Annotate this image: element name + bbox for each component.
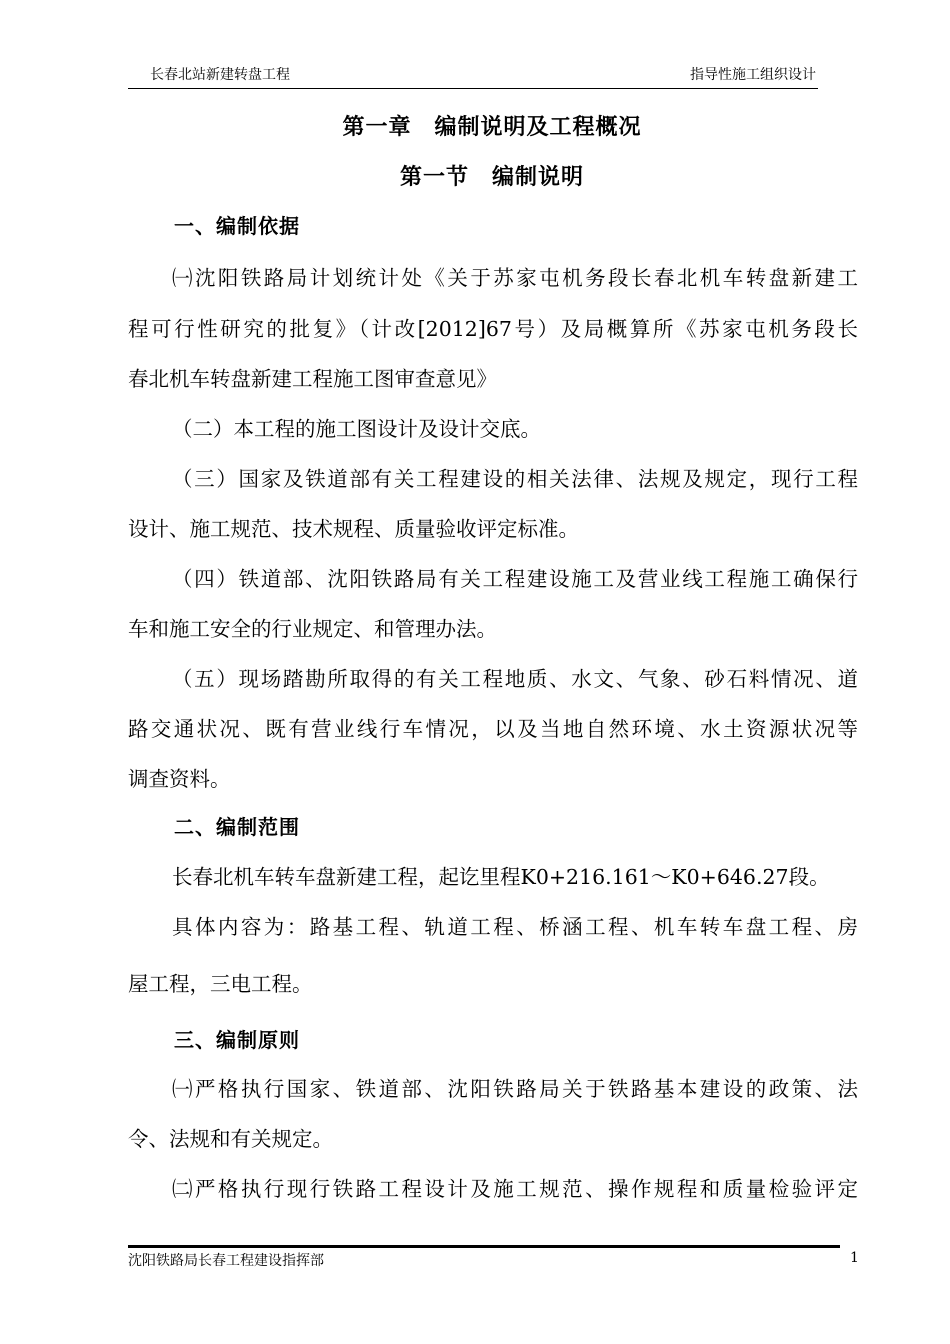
basis-line: （三）国家及铁道部有关工程建设的相关法律、法规及规定，现行工程 — [172, 467, 858, 491]
scope-line: 屋工程，三电工程。 — [128, 972, 313, 996]
basis-line: ㈠沈阳铁路局计划统计处《关于苏家屯机务段长春北机车转盘新建工 — [172, 266, 858, 290]
basis-line: 车和施工安全的行业规定、和管理办法。 — [128, 617, 497, 641]
heading-principles: 三、编制原则 — [174, 1028, 300, 1052]
footer-rule — [128, 1245, 840, 1248]
footer-organization: 沈阳铁路局长春工程建设指挥部 — [128, 1253, 324, 1269]
header-project-name: 长春北站新建转盘工程 — [150, 67, 290, 83]
principles-line: ㈡严格执行现行铁路工程设计及施工规范、操作规程和质量检验评定 — [172, 1177, 858, 1201]
basis-line: 路交通状况、既有营业线行车情况，以及当地自然环境、水土资源状况等 — [128, 717, 858, 741]
page-number: 1 — [850, 1250, 859, 1266]
header-document-type: 指导性施工组织设计 — [690, 67, 816, 83]
scope-line: 长春北机车转车盘新建工程，起讫里程K0+216.161～K0+646.27段。 — [172, 865, 830, 889]
basis-line: 设计、施工规范、技术规程、质量验收评定标准。 — [128, 517, 579, 541]
basis-line: 春北机车转盘新建工程施工图审查意见》 — [128, 367, 497, 391]
heading-basis: 一、编制依据 — [174, 214, 300, 238]
heading-scope: 二、编制范围 — [174, 815, 300, 839]
basis-line: 调查资料。 — [128, 767, 231, 791]
basis-line: 程可行性研究的批复》（计改[2012]67号）及局概算所《苏家屯机务段长 — [128, 317, 858, 341]
basis-line: （四）铁道部、沈阳铁路局有关工程建设施工及营业线工程施工确保行 — [172, 567, 858, 591]
scope-line: 具体内容为：路基工程、轨道工程、桥涵工程、机车转车盘工程、房 — [172, 915, 858, 939]
section-title: 第一节 编制说明 — [399, 165, 584, 190]
principles-line: 令、法规和有关规定。 — [128, 1127, 333, 1151]
principles-line: ㈠严格执行国家、铁道部、沈阳铁路局关于铁路基本建设的政策、法 — [172, 1077, 858, 1101]
chapter-title: 第一章 编制说明及工程概况 — [342, 115, 642, 140]
basis-line: （五）现场踏勘所取得的有关工程地质、水文、气象、砂石料情况、道 — [172, 667, 858, 691]
basis-line: （二）本工程的施工图设计及设计交底。 — [172, 417, 541, 441]
page-header — [128, 64, 818, 89]
